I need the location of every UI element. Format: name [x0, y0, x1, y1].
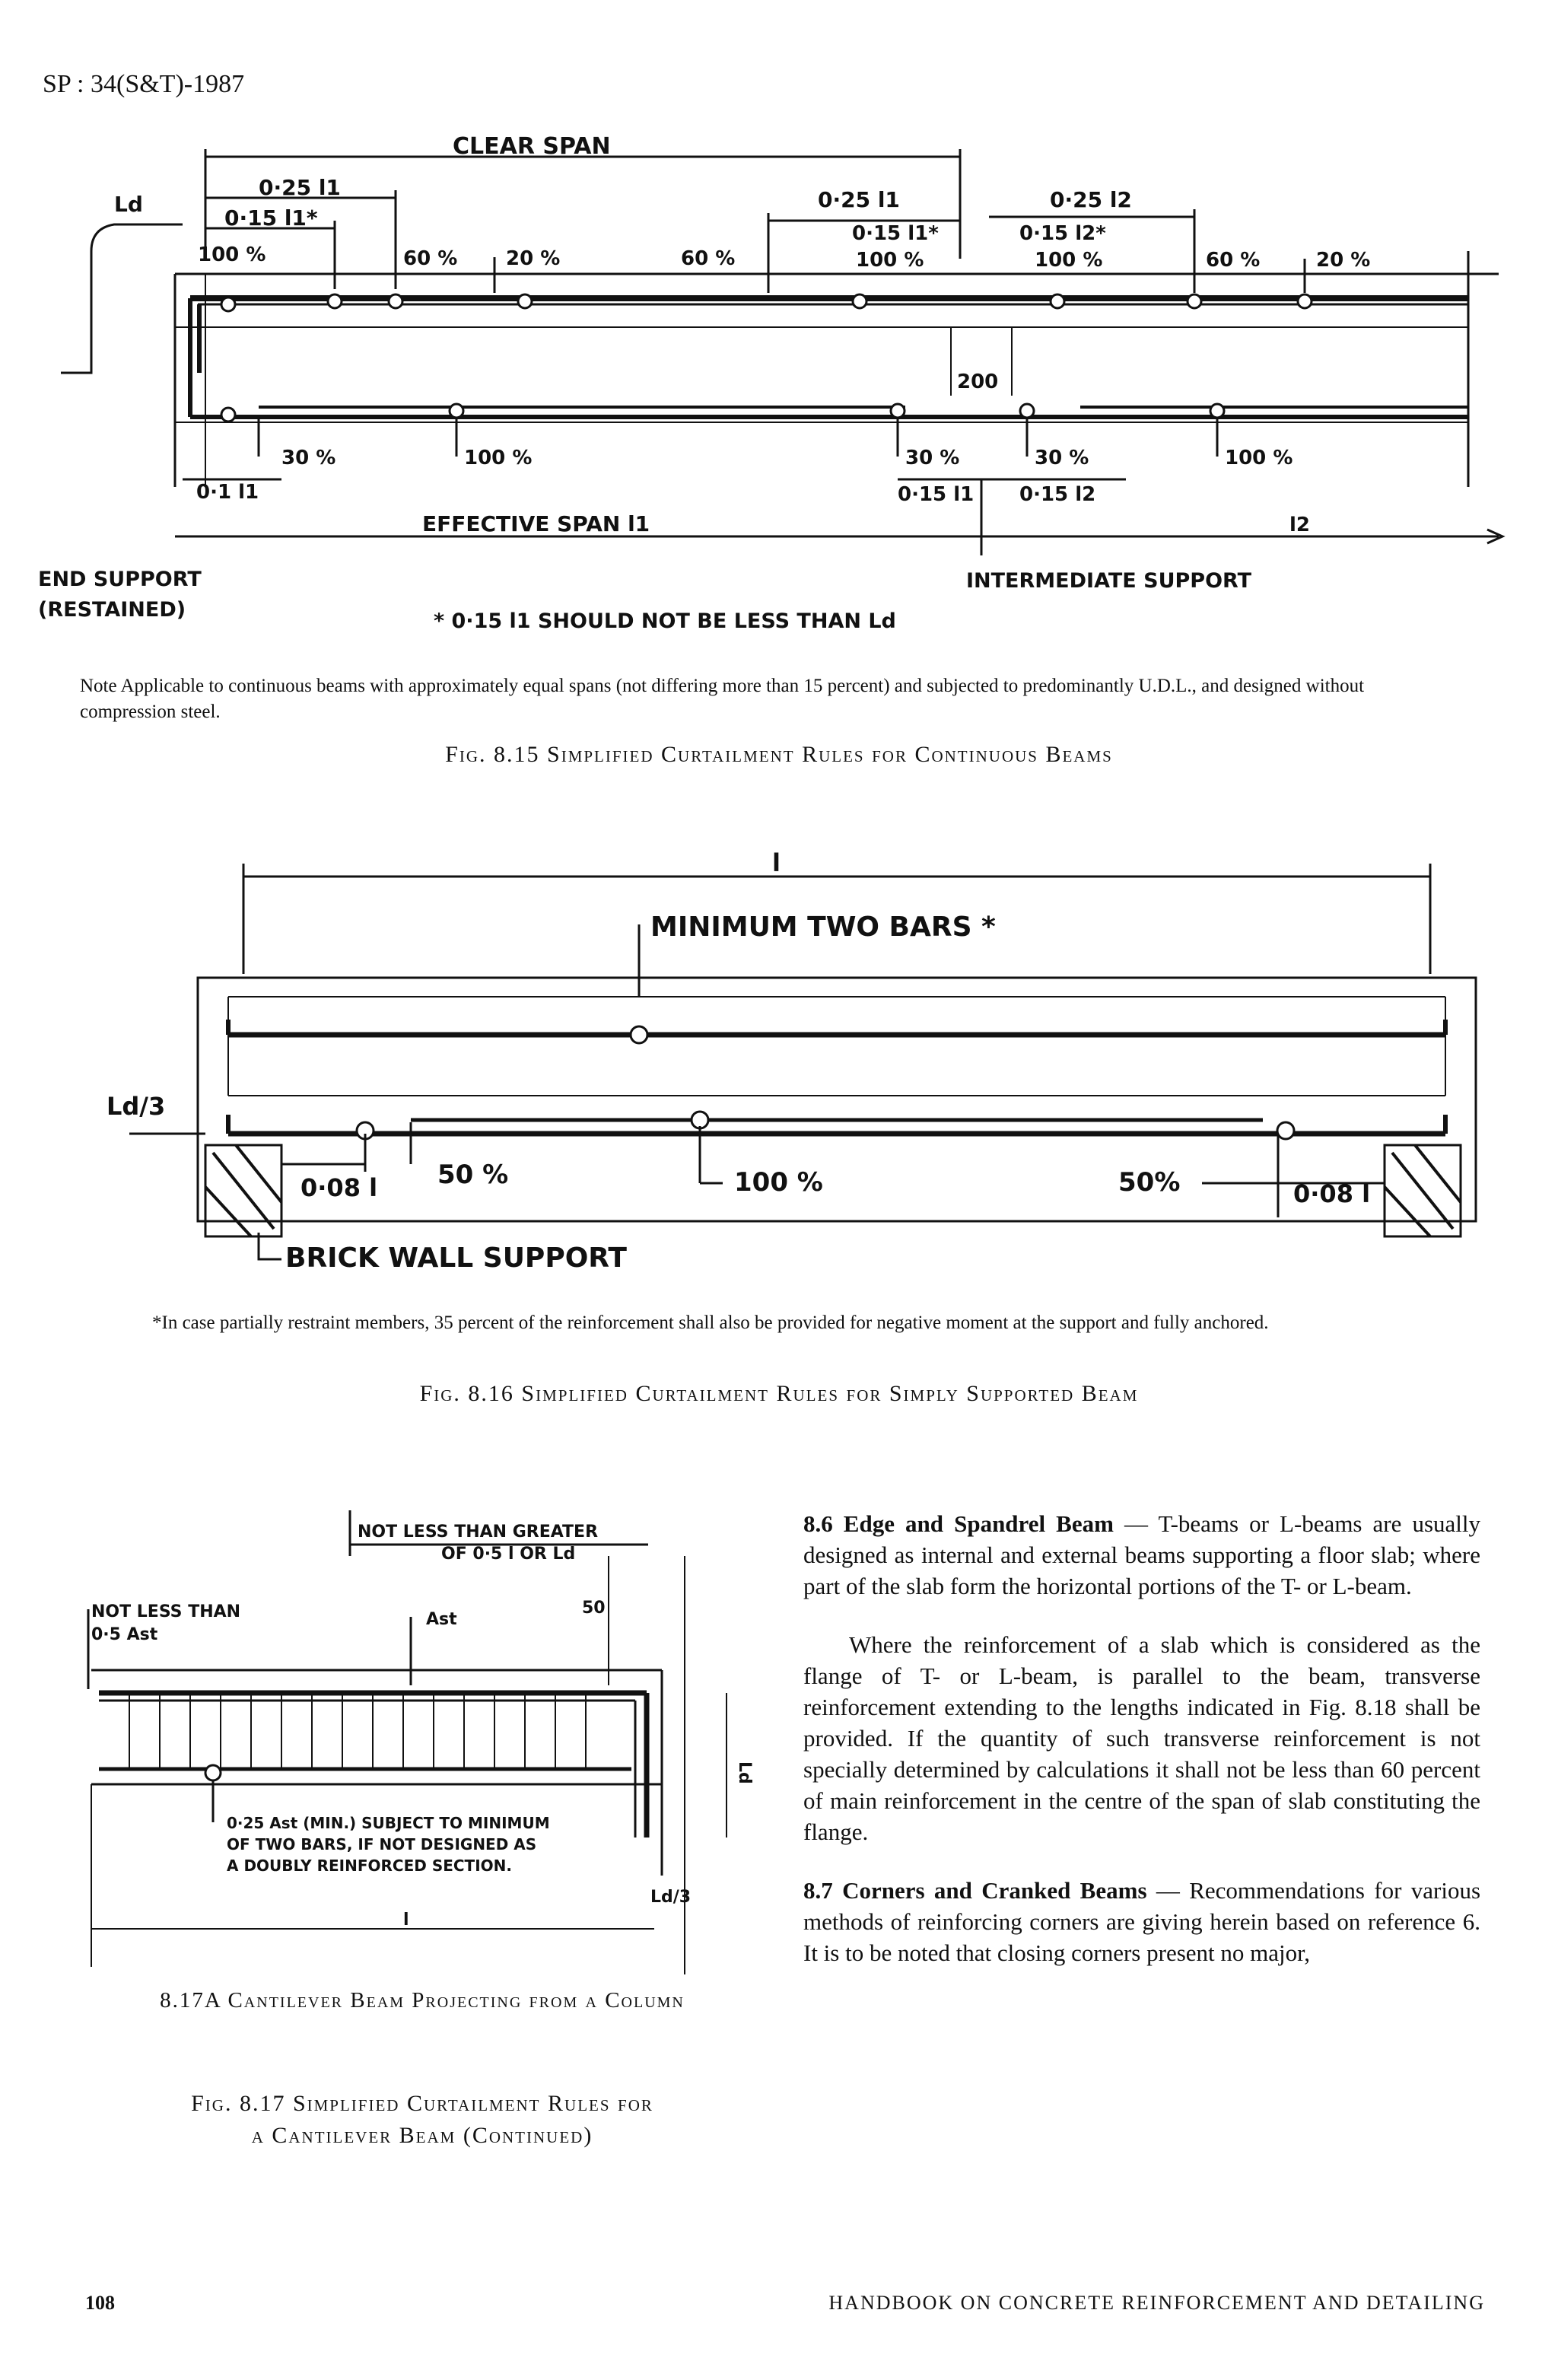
- label-20-c: 20 %: [1316, 249, 1371, 272]
- label-100-d: 100 %: [464, 447, 533, 469]
- label-end-support: END SUPPORT: [38, 568, 202, 591]
- fig-8-17-caption-line1: Fig. 8.17 Simplified Curtailment Rules for: [191, 2091, 653, 2116]
- section-8-6-heading: 8.6 Edge and Spandrel Beam: [803, 1510, 1114, 1537]
- label-ld3: Ld/3: [107, 1092, 166, 1121]
- label-not-less-1: NOT LESS THAN: [91, 1602, 241, 1621]
- section-8-7-heading: 8.7 Corners and Cranked Beams: [803, 1877, 1147, 1904]
- label-50-left: 50 %: [437, 1160, 509, 1190]
- label-l2: l2: [1289, 514, 1311, 536]
- label-60-b: 60 %: [681, 247, 736, 270]
- label-ld-vertical: Ld: [735, 1761, 754, 1784]
- page-number: 108: [85, 2292, 115, 2314]
- label-008l-right: 0·08 l: [1293, 1179, 1371, 1208]
- label-not-less-2: 0·5 Ast: [91, 1625, 158, 1644]
- label-60-c: 60 %: [1206, 249, 1261, 272]
- label-20-a: 20 %: [506, 247, 561, 270]
- book-title: HANDBOOK ON CONCRETE REINFORCEMENT AND DETAILING: [828, 2292, 1485, 2314]
- section-8-6-body: — T-beams or L-beams are usually designed as internal and external beams supporting a floor slab; where part of the slab form the horizontal portions of the T- or L-beam.: [803, 1510, 1481, 1599]
- section-8-7-body: — Recommendations for various methods of reinforcing corners are giving herein based on reference 6. It is to be noted that closing corners present no major,: [803, 1877, 1481, 1966]
- label-015l2-bot: 0·15 l2: [1019, 483, 1096, 506]
- label-025l2: 0·25 l2: [1050, 187, 1132, 212]
- label-intermediate-support: INTERMEDIATE SUPPORT: [966, 569, 1252, 593]
- section-8-6: [803, 1508, 1480, 1602]
- label-01l1: 0·1 l1: [196, 481, 259, 504]
- label-min-1: 0·25 Ast (MIN.) SUBJECT TO MINIMUM: [227, 1814, 550, 1832]
- page-header: SP : 34(S&T)-1987: [43, 70, 245, 98]
- label-span-l: l: [772, 848, 781, 877]
- label-30-b: 30 %: [905, 447, 960, 469]
- label-100-b: 100 %: [856, 249, 924, 272]
- label-50: 50: [582, 1599, 606, 1618]
- label-100-a: 100 %: [198, 243, 266, 266]
- label-015l2: 0·15 l2*: [1019, 222, 1106, 245]
- fig-8-15-diagram: [30, 122, 1537, 654]
- label-min-2: OF TWO BARS, IF NOT DESIGNED AS: [227, 1835, 537, 1853]
- label-min-3: A DOUBLY REINFORCED SECTION.: [227, 1857, 512, 1875]
- label-100-c: 100 %: [1035, 249, 1103, 272]
- label-100-mid: 100 %: [734, 1167, 823, 1198]
- fig-8-15-note: Note Applicable to continuous beams with approximately equal spans (not differing more than 15 percent) and subjected to predominantly U.D.L., and designed without compression steel.: [80, 676, 1365, 722]
- label-015l1-left: 0·15 l1*: [224, 205, 318, 231]
- label-ast: Ast: [426, 1610, 457, 1629]
- label-025l1-left: 0·25 l1: [259, 175, 341, 200]
- label-brick-wall: BRICK WALL SUPPORT: [285, 1242, 627, 1271]
- label-100-e: 100 %: [1225, 447, 1293, 469]
- label-025l1-mid: 0·25 l1: [818, 187, 900, 212]
- fig-8-15-caption: Fig. 8.15 Simplified Curtailment Rules for Continuous Beams: [445, 742, 1113, 767]
- section-8-6-paragraph-2: Where the reinforcement of a slab which is considered as the flange of T- or L-beam, is parallel to the beam, transverse reinforcement extending to the lengths indicated in Fig. 8.18 shall be provided. If the quantity of such transverse reinforcement is not specially determined by calculations it shall not be less than 60 percent of main reinforcement in the centre of the span of slab constituting the flange.: [803, 1631, 1480, 1845]
- label-008l-left: 0·08 l: [300, 1173, 378, 1202]
- fig-8-16-diagram: [30, 845, 1537, 1271]
- label-clear-span: CLEAR SPAN: [453, 133, 611, 160]
- label-restained: (RESTAINED): [38, 598, 186, 622]
- section-8-7: [803, 1875, 1480, 1968]
- label-minimum-two-bars: MINIMUM TWO BARS *: [650, 912, 996, 943]
- label-200: 200: [957, 371, 999, 393]
- fig-8-16-caption: Fig. 8.16 Simplified Curtailment Rules for Simply Supported Beam: [419, 1381, 1139, 1406]
- fig-8-17-caption-line2: a Cantilever Beam (Continued): [251, 2123, 593, 2148]
- label-50-right: 50%: [1118, 1167, 1181, 1198]
- fig-8-16-note: *In case partially restraint members, 35 percent of the reinforcement shall also be provided for negative moment at the support and fully anchored.: [152, 1312, 1269, 1333]
- label-effective-span: EFFECTIVE SPAN l1: [422, 511, 650, 536]
- text-column: [803, 1508, 1480, 1996]
- fig-8-17-diagram: [84, 1510, 791, 1982]
- label-not-less-greater-1: NOT LESS THAN GREATER: [358, 1522, 599, 1542]
- label-footnote: * 0·15 l1 SHOULD NOT BE LESS THAN Ld: [434, 609, 896, 633]
- label-30-a: 30 %: [281, 447, 336, 469]
- label-60-a: 60 %: [403, 247, 458, 270]
- label-l: l: [403, 1911, 409, 1930]
- label-not-less-greater-2: OF 0·5 l OR Ld: [441, 1545, 576, 1564]
- label-015l1-mid: 0·15 l1*: [852, 222, 939, 245]
- label-015l1-bot: 0·15 l1: [898, 483, 975, 506]
- label-ld3: Ld/3: [650, 1888, 692, 1907]
- label-30-c: 30 %: [1035, 447, 1089, 469]
- fig-8-17a-subcaption: 8.17A Cantilever Beam Projecting from a Column: [160, 1988, 685, 2013]
- label-ld: Ld: [114, 192, 143, 217]
